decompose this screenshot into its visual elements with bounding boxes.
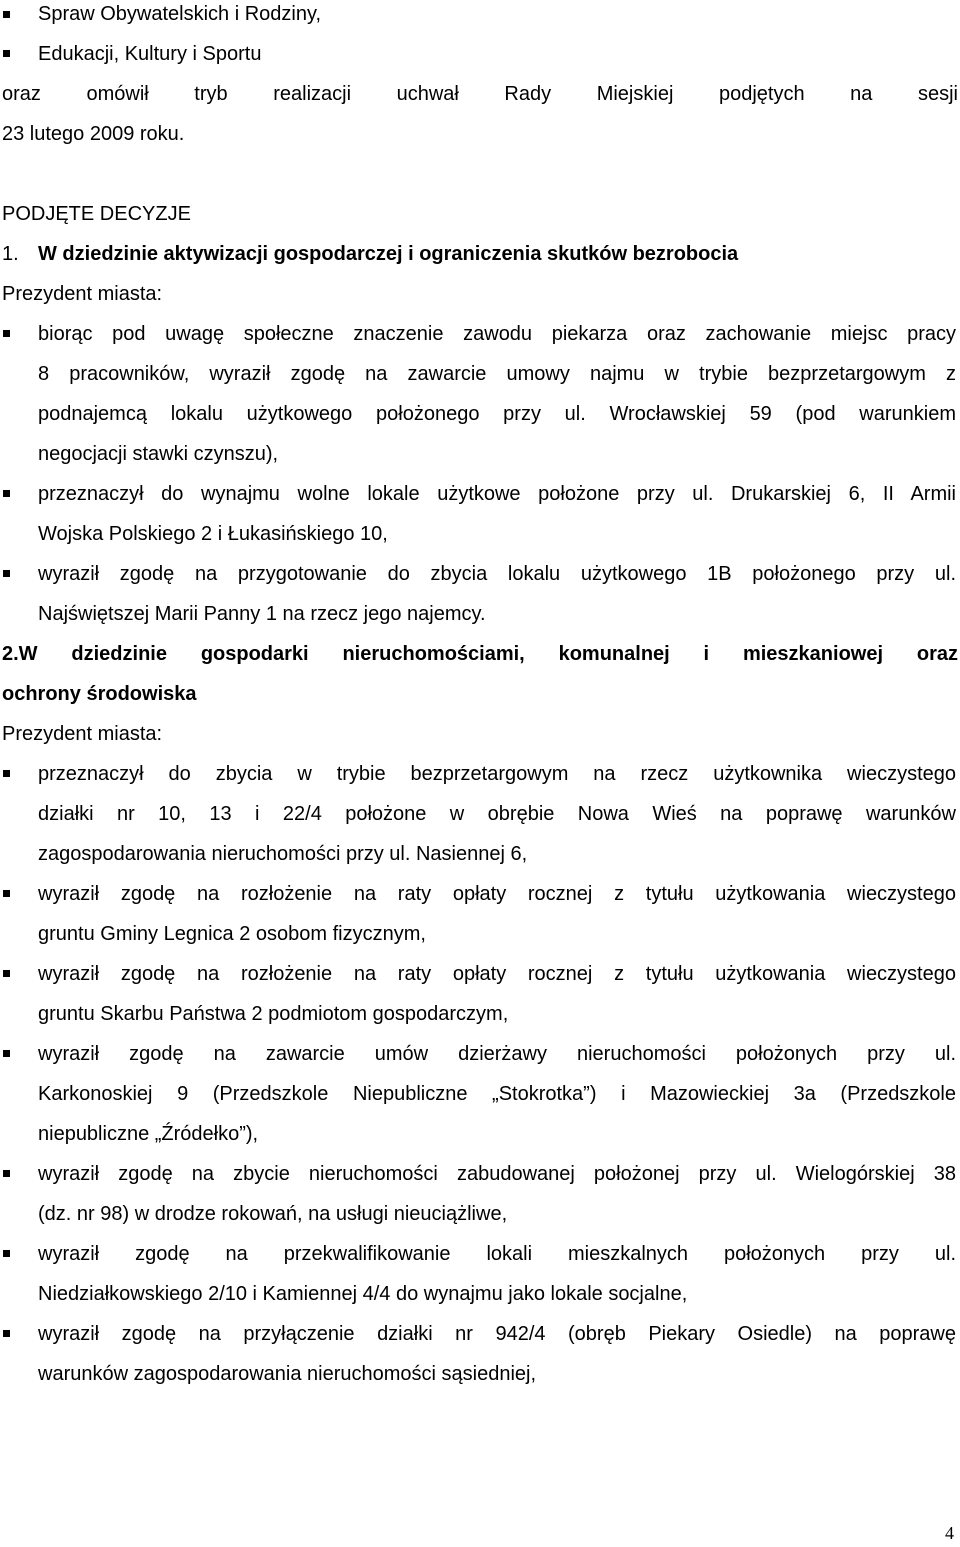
- paragraph-line: oraz omówił tryb realizacji uchwał Rady Miejskiej podjętych na sesji: [2, 83, 958, 105]
- list-item: przeznaczył do zbycia w trybie bezprzetargowym na rzecz użytkownika wieczystego: [38, 763, 956, 785]
- list-item: biorąc pod uwagę społeczne znaczenie zawodu piekarza oraz zachowanie miejsc pracy: [38, 323, 956, 345]
- list-item-line: podnajemcą lokalu użytkowego położonego przy ul. Wrocławskiej 59 (pod warunkiem: [38, 403, 956, 425]
- bullet-icon: [3, 890, 10, 897]
- bullet-icon: [3, 770, 10, 777]
- committee-item: Spraw Obywatelskich i Rodziny,: [38, 3, 322, 25]
- list-item-line: gruntu Gminy Legnica 2 osobom fizycznym,: [38, 923, 426, 945]
- list-item-line: Najświętszej Marii Panny 1 na rzecz jego najemcy.: [38, 603, 486, 625]
- list-item-line: gruntu Skarbu Państwa 2 podmiotom gospodarczym,: [38, 1003, 509, 1025]
- subheading: Prezydent miasta:: [2, 723, 163, 745]
- list-item-line: warunków zagospodarowania nieruchomości sąsiedniej,: [38, 1363, 537, 1385]
- committee-item: Edukacji, Kultury i Sportu: [38, 43, 262, 65]
- list-item-line: negocjacji stawki czynszu),: [38, 443, 279, 465]
- list-item-line: Wojska Polskiego 2 i Łukasińskiego 10,: [38, 523, 388, 545]
- section-heading-line: ochrony środowiska: [2, 683, 197, 705]
- list-item: przeznaczył do wynajmu wolne lokale użytkowe położone przy ul. Drukarskiej 6, II Armii: [38, 483, 956, 505]
- section-heading: W dziedzinie aktywizacji gospodarczej i ograniczenia skutków bezrobocia: [38, 243, 739, 265]
- bullet-icon: [3, 1170, 10, 1177]
- list-item-line: (dz. nr 98) w drodze rokowań, na usługi nieuciążliwe,: [38, 1203, 508, 1225]
- bullet-icon: [3, 50, 10, 57]
- bullet-icon: [3, 1330, 10, 1337]
- paragraph-line: 23 lutego 2009 roku.: [2, 123, 185, 145]
- bullet-icon: [3, 1050, 10, 1057]
- list-item: wyraził zgodę na rozłożenie na raty opłaty rocznej z tytułu użytkowania wieczystego: [38, 963, 956, 985]
- subheading: Prezydent miasta:: [2, 283, 163, 305]
- list-item-line: 8 pracowników, wyraził zgodę na zawarcie umowy najmu w trybie bezprzetargowym z: [38, 363, 956, 385]
- list-item-line: Karkonoskiej 9 (Przedszkole Niepubliczne „Stokrotka”) i Mazowieckiej 3a (Przedszkole: [38, 1083, 956, 1105]
- list-item: wyraził zgodę na zawarcie umów dzierżawy nieruchomości położonych przy ul.: [38, 1043, 956, 1065]
- page-number: 4: [945, 1523, 954, 1543]
- section-title: PODJĘTE DECYZJE: [2, 203, 191, 225]
- list-item: wyraził zgodę na przekwalifikowanie lokali mieszkalnych położonych przy ul.: [38, 1243, 956, 1265]
- bullet-icon: [3, 970, 10, 977]
- bullet-icon: [3, 330, 10, 337]
- list-item: wyraził zgodę na przygotowanie do zbycia lokalu użytkowego 1B położonego przy ul.: [38, 563, 956, 585]
- list-item-line: działki nr 10, 13 i 22/4 położone w obrębie Nowa Wieś na poprawę warunków: [38, 803, 956, 825]
- section-heading: 2.W dziedzinie gospodarki nieruchomościami, komunalnej i mieszkaniowej oraz: [2, 643, 958, 665]
- list-item-line: Niedziałkowskiego 2/10 i Kamiennej 4/4 do wynajmu jako lokale socjalne,: [38, 1283, 688, 1305]
- bullet-icon: [3, 570, 10, 577]
- list-item-line: niepubliczne „Źródełko”),: [38, 1123, 259, 1145]
- list-item: wyraził zgodę na przyłączenie działki nr 942/4 (obręb Piekary Osiedle) na poprawę: [38, 1323, 956, 1345]
- bullet-icon: [3, 11, 10, 18]
- list-item: wyraził zgodę na zbycie nieruchomości zabudowanej położonej przy ul. Wielogórskiej 38: [38, 1163, 956, 1185]
- list-item: wyraził zgodę na rozłożenie na raty opłaty rocznej z tytułu użytkowania wieczystego: [38, 883, 956, 905]
- bullet-icon: [3, 490, 10, 497]
- list-item-line: zagospodarowania nieruchomości przy ul. Nasiennej 6,: [38, 843, 528, 865]
- bullet-icon: [3, 1250, 10, 1257]
- section-number: 1.: [2, 243, 19, 265]
